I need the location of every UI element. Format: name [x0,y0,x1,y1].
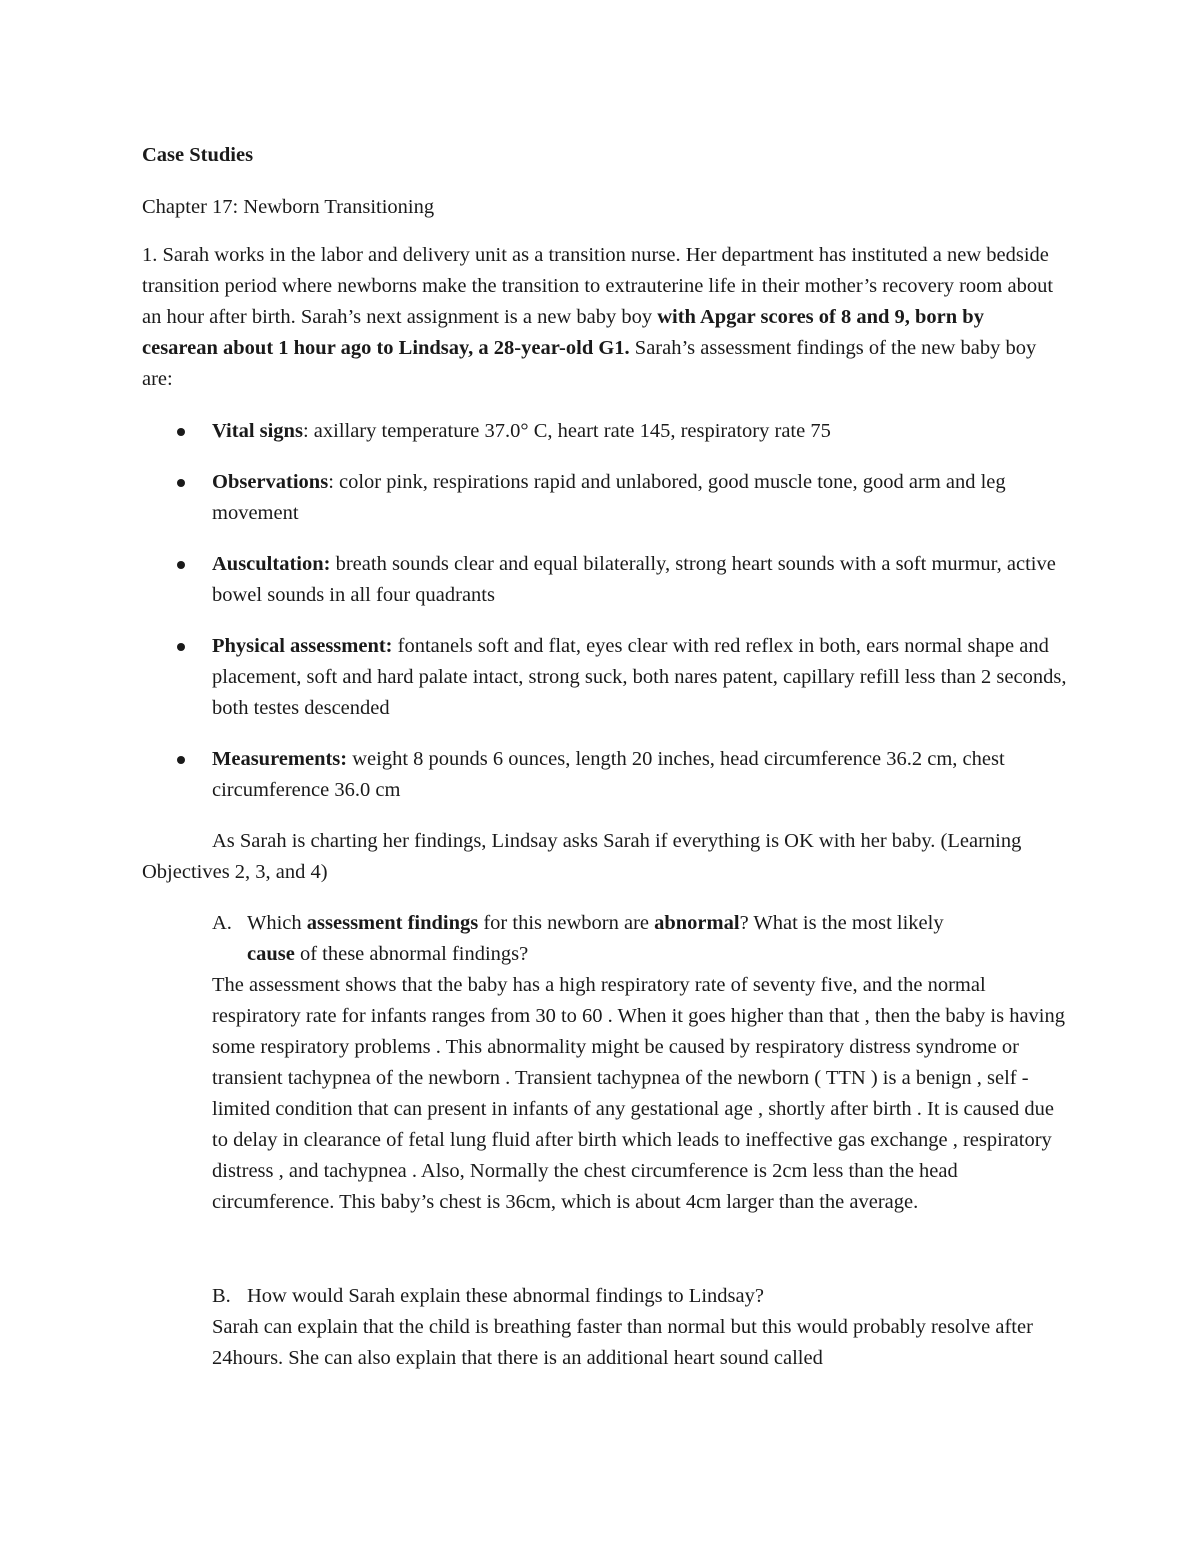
bullet-icon [177,643,185,651]
question-a-bold: assessment findings [306,912,479,934]
question-b-text: How would Sarah explain these abnormal findings to Lindsay? [247,1285,764,1307]
finding-text: weight 8 pounds 6 ounces, length 20 inches, head circumference 36.2 cm, chest circumference 36.0 cm [212,748,1005,801]
bullet-icon [177,428,185,436]
finding-label: Auscultation: [212,553,331,575]
question-a-bold: cause [247,943,295,965]
bullet-icon [177,479,185,487]
findings-list [170,416,1070,826]
finding-text: breath sounds clear and equal bilaterally, strong heart sounds with a soft murmur, active bowel sounds in all four quadrants [212,553,1056,606]
finding-text: : axillary temperature 37.0° C, heart rate 145, respiratory rate 75 [302,420,831,442]
question-a-text: for this newborn are [478,912,655,934]
finding-text: : color pink, respirations rapid and unlabored, good muscle tone, good arm and leg movement [212,471,1006,524]
finding-label: Vital signs [212,420,303,442]
finding-measurements [170,744,1070,806]
bullet-icon [177,756,185,764]
lindsay-question-paragraph: As Sarah is charting her findings, Lindsay asks Sarah if everything is OK with her baby. (Learning Objectives 2, 3, and 4) [142,830,1022,883]
finding-label: Measurements: [212,748,348,770]
question-a-text: of these abnormal findings? [294,943,529,965]
question-b-label: B. [212,1285,231,1307]
intro-text-end: Sarah’s assessment findings of the new baby boy are: [142,337,1037,390]
case-intro [142,240,1062,395]
finding-observations [170,467,1070,529]
answer-b: Sarah can explain that the child is breathing faster than normal but this would probably resolve after 24hours. She can also explain that there is an additional heart sound called [212,1316,1033,1369]
question-a-line [212,908,1072,939]
question-a [212,908,1072,970]
question-a-text: ? What is the most likely [739,912,944,934]
finding-vital-signs [170,416,1070,447]
intro-bold-text: with Apgar scores of 8 and 9, born by cesarean about 1 hour ago to Lindsay, a 28-year-old G1. [142,306,984,359]
intro-text: 1. Sarah works in the labor and delivery unit as a transition nurse. Her department has instituted a new bedside transition period where newborns make the transition to extrauterine life in their mother’s recovery room about an hour after birth. Sarah’s next assignment is a new baby boy [142,244,1054,328]
question-a-text: Which [247,912,307,934]
document-title: Case Studies [142,144,254,166]
finding-label: Observations [212,471,329,493]
finding-auscultation [170,549,1070,611]
bullet-icon [177,561,185,569]
finding-label: Physical assessment: [212,635,393,657]
question-a-bold: abnormal [654,912,740,934]
finding-physical-assessment [170,631,1070,724]
question-b [212,1281,1072,1312]
chapter-heading: Chapter 17: Newborn Transitioning [142,196,435,218]
answer-a: The assessment shows that the baby has a high respiratory rate of seventy five, and the normal respiratory rate for infants ranges from 30 to 60 . When it goes higher than that , then the baby is having some respiratory problems . This abnormality might be caused by respiratory distress syndrome or transient tachypnea of the newborn . Transient tachypnea of the newborn ( TTN ) is a benign , self - limited condition that can present in infants of any gestational age , shortly after birth . It is caused due to delay in clearance of fetal lung fluid after birth which leads to ineffective gas exchange , respiratory distress , and tachypnea . Also, Normally the chest circumference is 2cm less than the head circumference. This baby’s chest is 36cm, which is about 4cm larger than the average. [212,974,1065,1213]
finding-text: fontanels soft and flat, eyes clear with red reflex in both, ears normal shape and placement, soft and hard palate intact, strong suck, both nares patent, capillary refill less than 2 seconds, both testes descended [212,635,1067,719]
question-a-continuation [212,939,1072,970]
question-a-label: A. [212,912,232,934]
